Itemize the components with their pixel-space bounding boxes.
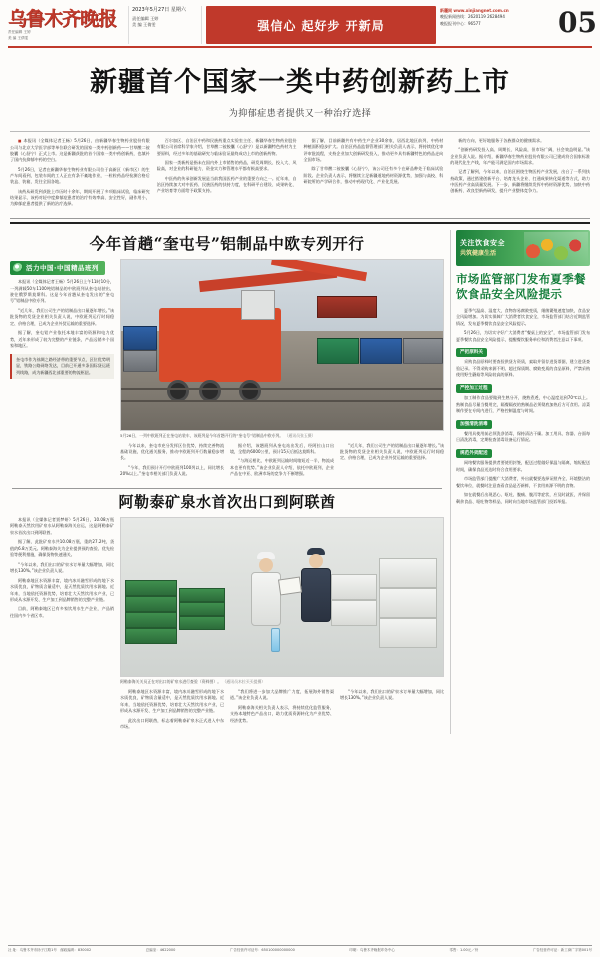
paragraph: 今年以来，奎屯市充分发挥区位优势，持续完善物流基础设施，优化通关服务，推动中欧班列开行数量稳步增长。 <box>120 442 224 461</box>
tip-item <box>456 382 590 415</box>
rail-pull-quote: 奎屯市作为丝绸之路经济带的重要节点，区位优势明显，铁路公路网络发达，目前已开通多条国际货运班列线路，成为新疆西北部重要的物流枢纽。 <box>10 354 114 379</box>
paragraph: “今年，我们预计开行中欧班列100列以上，同比增长20%以上。”奎屯市相关部门负责人说。 <box>120 464 224 477</box>
hotline-line: 晚报新闻热线：2620119 2628494 <box>440 14 505 20</box>
paragraph: “我们将进一步加大品牌推广力度，拓展海外销售渠道。”该企业负责人说。 <box>230 688 334 701</box>
divider-lead <box>10 131 590 132</box>
water-column-2 <box>120 689 224 734</box>
paragraph: 夏季气温高、湿度大，食物容易腐败变质，细菌繁殖速度加快，食品安全风险增加。为切实保障广大消费者饮食安全，市场监管部门结合近期监管情况，发布夏季餐饮食品安全风险提示。 <box>456 307 590 326</box>
crane-cab <box>241 290 275 320</box>
paragraph: 阿勒泰地区水资源丰富，境内冰川融雪形成的地下水水质优良，矿物质含量适中，是天然优质饮用水源地。近年来，当地依托资源优势，培育壮大天然饮用水产业，已形成从水源开发、生产加工到品牌销售的完整产业链。 <box>120 688 224 714</box>
footer-item: 总编室：4622000 <box>145 948 176 952</box>
person-head <box>309 554 323 568</box>
crate-stack <box>125 596 177 612</box>
water-column-1 <box>10 517 114 734</box>
food-safety-banner <box>456 230 590 266</box>
crate-stack <box>179 602 225 616</box>
banner-subtitle: 共筑健康生活 <box>460 249 497 257</box>
caption-text: 5月26日，一列中欧班列正在奎屯站装车，该班列是今年首趟开行的“奎屯号”铝制品中欧专列。 <box>120 432 284 438</box>
paragraph: 百尔加区、自治区中药和民族药重点实验室主任、新疆华春生物药业股份有限公司首席科学家介绍，甘草酸二铵胶囊（心舒宁）是以新疆特色药材为主要原料，经过多年的基础研究与临床验证最终成功上市的创新药物。 <box>156 138 297 156</box>
crate-stack <box>179 616 225 630</box>
paper-logo <box>8 6 128 44</box>
paragraph: 阿勒泰海关相关负责人表示，将持续优化监管服务，支持本地特色产品出口，助力优质资源转化为产业优势、经济优势。 <box>230 704 334 723</box>
paragraph: “今年以来，我们出口的矿泉水订单量大幅增加，同比增长130%。”该企业负责人说。 <box>10 561 114 574</box>
divider-mid <box>12 488 442 489</box>
crate-stack <box>125 612 177 628</box>
container <box>123 350 157 372</box>
rail-article-headline: 今年首趟“奎屯号”铝制品中欧专列开行 <box>89 233 365 253</box>
rail-track <box>121 400 443 402</box>
lead-article-columns <box>8 138 592 211</box>
rail-column-2 <box>120 443 224 481</box>
tip-text: 加工制作食品要做到生熟分开，烧熟煮透，中心温度达到70℃以上。熟制食品尽量当餐用完，隔餐隔夜的熟制品必须彻底加热后方可食用。凉菜制作要在专间内进行，严格控制温度与时间。 <box>456 395 590 414</box>
art-editor: 美 编 王倩雯 <box>132 21 156 27</box>
carton-stack <box>379 618 437 648</box>
rail-article-bottom <box>120 443 444 481</box>
water-article-headline: 阿勒泰矿泉水首次出口到阿联酋 <box>118 492 336 511</box>
paper-subline-2: 美 编 王倩雯 <box>8 35 29 40</box>
responsible-editor: 责任编辑 王婷 <box>132 15 159 21</box>
lead-subheadline: 为抑郁症患者提供又一种治疗选择 <box>228 109 372 119</box>
paragraph: 目前，阿勒泰地区已有多家饮用水生产企业，产品销往国内多个省区市。 <box>10 606 114 618</box>
paragraph: “今年以来，我们出口的矿泉水订单量大幅增加，同比增长130%。”该企业负责人说。 <box>340 688 444 701</box>
crane-wheel <box>239 380 261 402</box>
paper-name: 乌鲁木齐晚报 <box>8 7 117 30</box>
crate-stack <box>125 628 177 644</box>
customs-photo <box>120 517 444 677</box>
lead-column-4 <box>450 138 590 211</box>
website-line[interactable]: 新疆网 www.xinjiangnet.com.cn <box>440 8 509 13</box>
lead-headline-block <box>8 48 592 123</box>
paragraph: 除了甘草酸二铵胶囊（心舒宁），该公司还有多个在研品种处于临床试验阶段。企业负责人表示，将继续立足新疆道地药材资源优势，加强与高校、科研院所的产学研合作，推动中药现代化、产业化发展。 <box>303 166 444 185</box>
crate-stack <box>179 588 225 602</box>
page-footer <box>8 945 592 953</box>
tip-item <box>456 346 590 379</box>
tip-tag: 规范外卖配送 <box>456 449 492 458</box>
rail-article-top <box>10 259 444 481</box>
lead-column-2 <box>157 138 297 211</box>
paragraph: 中医药的传承创新发展是当前我国医药产业的重要方向之一。近年来，自治区持续加大对中医药、民族医药的扶持力度，在科研平台建设、成果转化、产业培育等方面给予政策支持。 <box>156 175 297 194</box>
paragraph: 如在就餐后出现恶心、呕吐、腹痛、腹泻等症状，应及时就医，并保留剩余食品、呕吐物等样品，同时向当地市场监管部门投诉举报。 <box>456 492 590 504</box>
masthead <box>8 6 597 48</box>
water-bottle-icon <box>271 628 280 652</box>
water-photo-caption <box>120 679 444 685</box>
person-body <box>301 568 331 622</box>
paragraph: 5月26日，为切实守好广大消费者“餐桌上的安全”，市场监管部门发布夏季餐饮食品安全风险提示，提醒餐饮服务单位和消费者注意以下事项。 <box>456 330 590 342</box>
paragraph: “与海运相比，中欧班列运输时间缩短近一半，物流成本也更有优势。”该企业负责人介绍，依托中欧班列，企业产品在中亚、欧洲市场的竞争力不断增强。 <box>230 458 334 477</box>
tip-tag: 加强清洗消毒 <box>456 420 492 429</box>
footer-item: 印刷：乌鲁木齐晚报印务中心 <box>349 948 395 952</box>
rail-photo <box>120 259 444 431</box>
caption-text: 阿勒泰海关关员正在对出口的矿泉水进行查验（资料图）。 <box>120 678 222 684</box>
contact-info <box>440 6 558 44</box>
page-title: 新疆首个国家一类中药创新药上市 <box>90 67 510 98</box>
series-badge: 活力中国·中国精品班列 <box>10 261 105 275</box>
campaign-slogan: 强信心 起好步 开新局 <box>206 6 436 44</box>
container <box>403 338 443 364</box>
issue-date: 2023年5月27日 星期六 <box>132 7 186 13</box>
tip-tag: 严把原料关 <box>456 348 487 357</box>
person-body <box>251 572 281 626</box>
vegetables-icon <box>524 232 588 264</box>
water-column-4 <box>340 689 444 734</box>
person-head <box>259 558 273 572</box>
tip-text: 采购食品原料时要查验供货方资质，索取并留存进货票据，建立进货查验记录。不得采购来源不明、超过保质期、腐败变质的食品原料，严禁采购使用野生蘑菇等风险较高的原料。 <box>456 359 590 378</box>
rail-column-1 <box>10 259 114 481</box>
tip-item <box>456 447 590 473</box>
carton-stack <box>379 558 437 588</box>
paragraph: 市场监管部门提醒广大消费者，外出就餐要选择证照齐全、环境整洁的餐饮单位，就餐时注意查看食品是否新鲜，不食用来源不明的食物。 <box>456 476 590 488</box>
footer-item: 零售：1.00元／份 <box>449 948 479 952</box>
tip-item <box>456 418 590 444</box>
paper-subline-1: 责任编辑 王婷 <box>8 30 31 35</box>
lead-column-1 <box>10 138 150 211</box>
paragraph: 本报讯（全媒体记者贾梦妍）5月26日，10.08万瓶阿勒泰天然饮用矿泉水从阿勒泰海关启运，这是阿勒泰矿泉水首次出口到阿联酋。 <box>10 516 114 535</box>
water-photo-block <box>120 517 444 734</box>
lead-column-3 <box>304 138 444 211</box>
paragraph: 国家一类新药是指未在国内外上市销售的药品，研发周期长、投入大、风险高，对企业的科研能力、资金实力和管理水平都有极高要求。 <box>156 160 297 172</box>
right-zone <box>450 230 590 734</box>
water-article-body <box>10 517 444 734</box>
paragraph: 本报讯（全媒体记者王畅）5月26日上午11时10分，一列满载50车1100吨铝制品的中欧班列从奎屯站驶出，驶往俄罗斯莫斯科。这是今年首趟从奎屯发出的“奎屯号”铝制品中欧专列。 <box>10 279 114 304</box>
paragraph: 据了解，奎屯铝产业依托本地丰富的资源和电力优势，近年来形成了较为完整的产业链条，产品远销多个国家和地区。 <box>10 330 114 349</box>
customs-officer-person <box>297 548 341 674</box>
right-article-headline: 市场监管部门发布夏季餐饮食品安全风险提示 <box>456 271 586 302</box>
paragraph: 阿勒泰地区水资源丰富，境内冰川融雪形成的地下水水质优良，矿物质含量适中，是天然优质饮用水源地。近年来，当地依托资源优势，培育壮大天然饮用水产业，已形成从水源开发、生产加工到品牌销售的完整产业链。 <box>10 577 114 603</box>
rail-column-3 <box>230 443 334 481</box>
rail-track <box>121 388 443 390</box>
divider-major-2 <box>10 222 590 224</box>
footer-item: 广告经营许可证号：650100000000000 <box>229 948 295 952</box>
paragraph: 该药从研发到获批上市历时十余年，期间开展了多项临床试验，临床研究结果显示，该药对轻中度抑郁症患者的治疗有效率高、安全性好，副作用小，为抑郁症患者提供了新的治疗选择。 <box>10 188 150 207</box>
paragraph: 5月26日，记者在新疆华春生物药业有限公司位于高新区（新市区）的生产车间看到，包装车间的工人正在有条不紊地作业，一粒粒药品经检测合格后装盒、装箱，发往全国各地。 <box>10 166 150 185</box>
container <box>360 338 402 364</box>
footer-item: 社 址：乌鲁木齐市扬子江路1号 邮政编码：830002 <box>8 948 92 952</box>
container-lifted <box>317 296 377 318</box>
tip-tag: 严控加工过程 <box>456 384 492 393</box>
rail-photo-caption <box>120 433 444 439</box>
paragraph: 据了解，此批矿泉水共10.08万瓶，重约27.2吨，货值约6.8万美元。阿勒泰海关为企业提供预约查验、优先检验等便利措施，确保货物快速通关。 <box>10 539 114 558</box>
paragraph: 此次出口阿联酋，标志着阿勒泰矿泉水正式进入中东市场。 <box>120 717 224 730</box>
crate-stack <box>125 580 177 596</box>
right-article-body <box>456 308 590 505</box>
rail-photo-block <box>120 259 444 481</box>
paragraph: “近几年，我们公司生产的铝制品出口量逐年增长。”该批货物的发货企业相关负责人说，中欧班列运行时间稳定、价格合理，已成为企业外贸运输的重要选择。 <box>340 442 444 461</box>
paragraph: 新的方向，更好地服务于各族群众的健康需求。 <box>458 138 545 143</box>
paragraph: ■ 本报讯（全媒体记者王畅）5月26日，由新疆华春生物药业股份有限公司与北京大学医学部等单位联合研发的国家一类中药创新药——甘草酸二铵胶囊（心舒宁）正式上市。这是新疆获批的首个国家一类中药创新药，也填补了国内抗抑郁中药的空白。 <box>10 138 150 164</box>
paragraph: 据介绍，该趟班列从奎屯站出发后，经阿拉山口出境，全程约6000公里，预计15天后抵达莫斯科。 <box>230 442 334 454</box>
main-body <box>8 230 592 734</box>
issue-date-block <box>128 6 202 44</box>
clipboard-icon <box>278 576 302 595</box>
paragraph: “近几年，我们公司生产的铝制品出口量逐年增长。”该批货物的发货企业相关负责人说，中欧班列运行时间稳定、价格合理，已成为企业外贸运输的重要选择。 <box>10 307 114 326</box>
tip-text: 网络餐饮服务提供者要使用封签，配送过程做好保温与隔离，缩短配送时间，确保食品送达时符合食用要求。 <box>456 460 590 472</box>
footer-item: 广告经营许可证：新工商广字第001号 <box>532 948 592 952</box>
banner-title: 关注饮食安全 <box>460 238 505 247</box>
water-article-bottom <box>120 689 444 734</box>
caption-credit: （通讯员木拉买买提摄） <box>222 678 266 684</box>
paragraph: “创新药研发投入高、周期长、风险高，但市场广阔，社会效益明显。”该企业负责人说。据介绍，新疆华春生物药业股份有限公司已建成符合国家标准的现代化生产线，年产能可满足国内市场需求。 <box>450 147 590 166</box>
paragraph: 据了解，目前新疆共有中药生产企业30余家，居西北地区前列，中药材种植面积稳步扩大。自治区药品监督管理部门相关负责人表示，将持续优化审评审批流程，支持企业加大创新研发投入，推动更多具有新疆特色的药品走向全国市场。 <box>303 138 444 163</box>
worker-person <box>247 552 287 672</box>
left-zone <box>10 230 444 734</box>
divider-major-1 <box>10 218 590 219</box>
rail-column-4 <box>340 443 444 481</box>
water-column-3 <box>230 689 334 734</box>
caption-credit: （通讯员张玉摄） <box>284 432 316 438</box>
crane-wheel <box>199 380 221 402</box>
container <box>123 326 157 350</box>
container <box>317 338 359 364</box>
crane-wheel <box>167 380 189 402</box>
carton-stack <box>379 588 437 618</box>
series-badge-row <box>10 261 114 275</box>
page-number: 05 <box>558 6 597 39</box>
tip-text: 餐用具使用前必须洗净消毒，保持清洁干燥。加工用具、容器、台面每日清洗消毒，定期检查消毒设备运行情况。 <box>456 430 590 443</box>
paragraph: 记者了解到，今年以来，自治区围绕生物医药产业发展，出台了一系列扶持政策，通过搭建创新平台、培育龙头企业、打通成果转化渠道等方式，助力中医药产业高质量发展。下一步，新疆将继续发挥中药材资源优势，加快中药创新药、改良型新药研发，提升产业整体竞争力。 <box>450 169 590 194</box>
service-line: 晚报报刊中心：96577 <box>440 20 481 26</box>
